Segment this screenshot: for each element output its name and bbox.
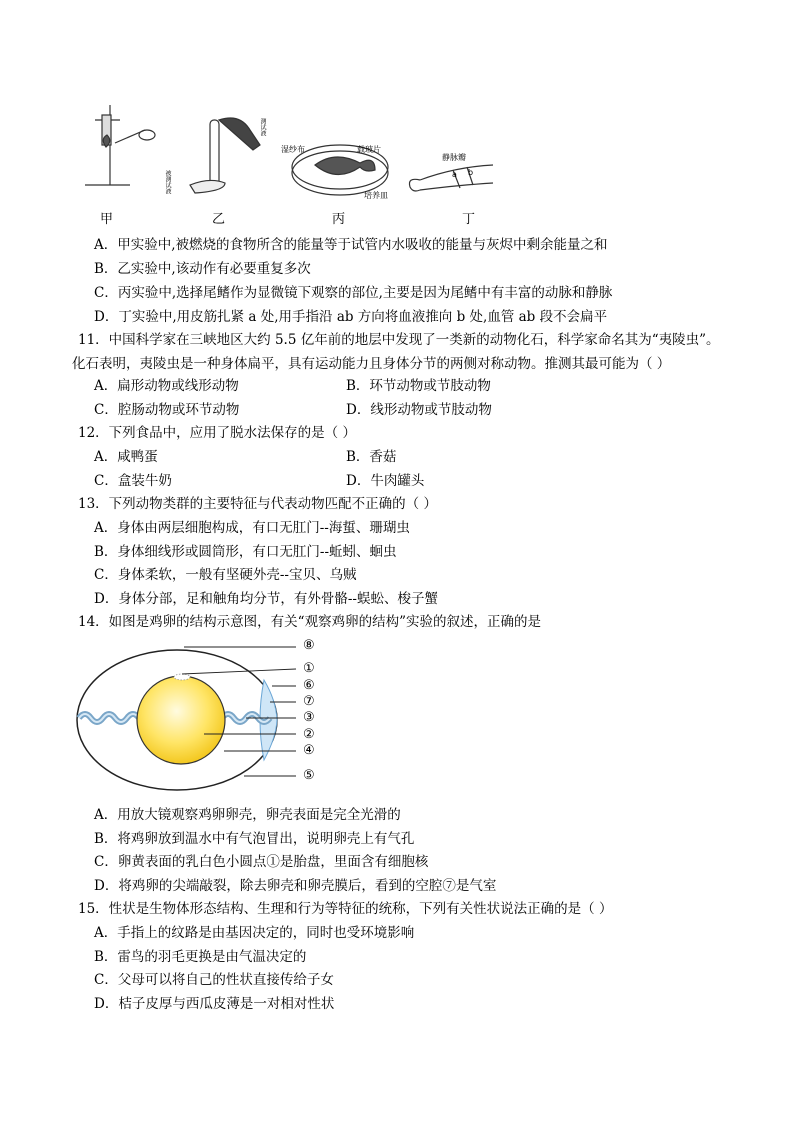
q11-stem-line2: 化石表明，夷陵虫是一种身体扁平，具有运动能力且身体分节的两侧对称动物。推测其最可能为（ ） xyxy=(72,356,671,372)
q11-option-c: C．腔肠动物或环节动物 xyxy=(94,402,240,418)
q11-stem-line1: 11．中国科学家在三峡地区大约 5.5 亿年前的地层中发现了一类新的动物化石，科学家命名其为“夷陵虫”。 xyxy=(78,332,720,348)
q14-option-d: D．将鸡卵的尖端敲裂，除去卵壳和卵壳膜后，看到的空腔⑦是气室 xyxy=(94,878,497,894)
q15-option-c: C．父母可以将自己的性状直接传给子女 xyxy=(94,972,334,988)
q10-option-a: A．甲实验中,被燃烧的食物所含的能量等于试管内水吸收的能量与灰烬中剩余能量之和 xyxy=(94,237,608,253)
q14-option-b: B．将鸡卵放到温水中有气泡冒出，说明卵壳上有气孔 xyxy=(94,831,415,847)
q13-option-a: A．身体由两层细胞构成，有口无肛门--海蜇、珊瑚虫 xyxy=(94,520,410,536)
q13-stem: 13．下列动物类群的主要特征与代表动物匹配不正确的（ ） xyxy=(78,496,437,512)
annotation-b: b xyxy=(468,168,474,177)
egg-structure-diagram xyxy=(74,638,334,798)
q15-option-b: B．雷鸟的羽毛更换是由气温决定的 xyxy=(94,949,307,965)
q12-option-d: D．牛肉罐头 xyxy=(346,473,425,489)
q15-option-a: A．手指上的纹路是由基因决定的，同时也受环境影响 xyxy=(94,925,415,941)
egg-label-2: ② xyxy=(303,727,315,742)
annotation-a: a xyxy=(452,170,457,179)
egg-label-7: ⑦ xyxy=(303,694,315,709)
figure-label-yi: 乙 xyxy=(212,212,226,227)
annotation-vein-valve: 静脉瓣 xyxy=(442,153,466,162)
egg-label-5: ⑤ xyxy=(303,768,315,783)
germinal-disc xyxy=(174,674,190,680)
egg-label-3: ③ xyxy=(303,710,315,725)
annotation-tested-liquid: 被测试液 xyxy=(164,170,171,194)
test-tube-shaking-drawing xyxy=(190,118,260,193)
q12-option-a: A．咸鸭蛋 xyxy=(94,449,158,465)
q12-option-b: B．香菇 xyxy=(346,449,397,465)
q14-stem: 14．如图是鸡卵的结构示意图，有关“观察鸡卵的结构”实验的叙述，正确的是 xyxy=(78,614,541,630)
q10-option-b: B．乙实验中,该动作有必要重复多次 xyxy=(94,261,311,277)
q12-option-c: C．盒装牛奶 xyxy=(94,473,172,489)
annotation-culture-dish: 培养皿 xyxy=(364,191,388,200)
q15-option-d: D．桔子皮厚与西瓜皮薄是一对相对性状 xyxy=(94,996,335,1012)
figure-label-jia: 甲 xyxy=(100,212,114,227)
q12-stem: 12．下列食品中，应用了脱水法保存的是（ ） xyxy=(78,425,356,441)
q15-stem: 15．性状是生物体形态结构、生理和行为等特征的统称，下列有关性状说法正确的是（ ） xyxy=(78,901,613,917)
experiment-figure xyxy=(75,95,495,225)
egg-label-8: ⑧ xyxy=(303,638,315,653)
q14-option-c: C．卵黄表面的乳白色小圆点①是胎盘，里面含有细胞核 xyxy=(94,854,429,870)
annotation-wet-gauze: 湿纱布 xyxy=(281,145,305,154)
q13-option-d: D．身体分部，足和触角均分节，有外骨骼--蜈蚣、梭子蟹 xyxy=(94,591,438,607)
annotation-slide: 载玻片 xyxy=(357,145,381,154)
egg-label-4: ④ xyxy=(303,743,315,758)
annotation-test-liquid: 测试液 xyxy=(259,118,266,136)
burning-apparatus-drawing xyxy=(85,105,155,185)
q11-option-b: B．环节动物或节肢动物 xyxy=(346,378,491,394)
q14-option-a: A．用放大镜观察鸡卵卵壳，卵壳表面是完全光滑的 xyxy=(94,807,401,823)
egg-label-1: ① xyxy=(303,661,315,676)
q11-option-d: D．线形动物或节肢动物 xyxy=(346,402,492,418)
q11-option-a: A．扁形动物或线形动物 xyxy=(94,378,239,394)
q10-option-c: C．丙实验中,选择尾鳍作为显微镜下观察的部位,主要是因为尾鳍中有丰富的动脉和静脉 xyxy=(94,285,613,301)
figure-label-bing: 丙 xyxy=(332,212,346,227)
egg-label-6: ⑥ xyxy=(303,678,315,693)
yolk xyxy=(137,676,225,764)
q10-option-d: D．丁实验中,用皮筋扎紧 a 处,用手指沿 ab 方向将血液推向 b 处,血管 ab 段不会扁平 xyxy=(94,309,608,325)
q13-option-c: C．身体柔软，一般有坚硬外壳--宝贝、乌贼 xyxy=(94,567,357,583)
figure-label-ding: 丁 xyxy=(462,212,476,227)
q13-option-b: B．身体细线形或圆筒形，有口无肛门--蚯蚓、蛔虫 xyxy=(94,544,397,560)
